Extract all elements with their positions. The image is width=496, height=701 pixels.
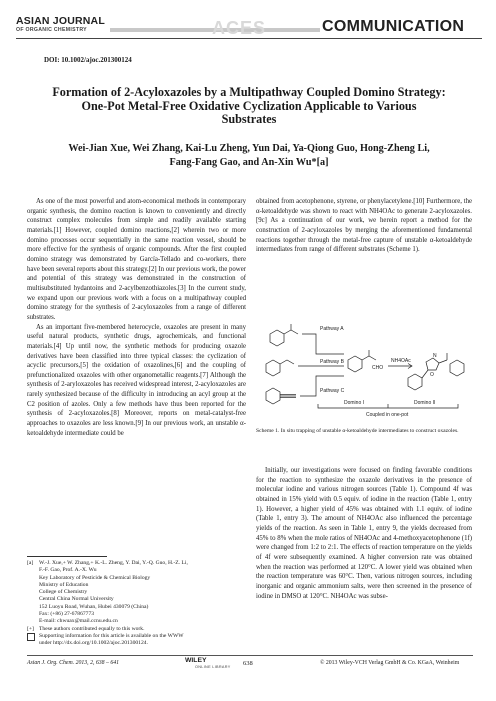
affiliation-line: Central China Normal University [39, 596, 114, 603]
scheme-caption: Scheme 1. In situ trapping of unstable α-ketoaldehyde intermediates to construct oxazoles. [256, 428, 459, 434]
section-label: COMMUNICATION [322, 18, 465, 35]
scheme-atom-n: N [433, 353, 437, 359]
body-right-column-top [256, 197, 472, 255]
wiley-logo-subtitle: ONLINE LIBRARY [195, 665, 231, 669]
supporting-info-footnote [27, 633, 247, 648]
wiley-logo: WILEY [185, 657, 207, 664]
scheme-label-domino-1: Domino I [344, 400, 365, 406]
supporting-info-line[interactable]: under http://dx.doi.org/10.1002/ajoc.201300124. [39, 640, 148, 647]
page-number: 638 [243, 660, 253, 667]
body-paragraph: As one of the most powerful and atom-economical methods in contemporary organic synthesis, the domino reaction is known to conveniently and directly construct complex molecules from simple and readily available starting materials.[1] However, coupled domino reactions,[2] wherein two or more domino processes occur sequentially in the same reaction vessel, should be more effective for the synthesis of organic compounds. After the first coupled domino strategy was demonstrated by García-Tellado and co-workers, there have been several reports about this strategy.[2] In our previous work, the power and potential of this strategy was demonstrated in the construction of multisubstituted hydantoins and 2-acylbenzothiazoles.[3] In the current study, we expand upon our previous work with a focus on a multipathway coupled domino strategy for the synthesis of 2-acyloxazoles from a range of different substrates. [27, 198, 246, 321]
title-line: Formation of 2-Acyloxazoles by a Multipathway Coupled Domino Strategy: [52, 85, 446, 99]
footnote-rule [27, 556, 107, 557]
affiliation-line: Ministry of Education [39, 581, 89, 588]
body-paragraph: obtained from acetophenone, styrene, or phenylacetylene.[10] Furthermore, the α-ketoaldehyde was shown to react with NH4OAc to generate 2-acyloxazoles.[9c] As a continuation of our work, we herein report a method for the construction of 2-acyloxazoles by merging the aforementioned fundamental reactions together through the metal-free capture of unstable α-ketoaldehyde intermediates from range of different substrates (Scheme 1). [256, 198, 472, 254]
footnote-key: [+] [27, 625, 34, 632]
scheme-label-domino-2: Domino II [414, 400, 436, 406]
copyright: © 2013 Wiley-VCH Verlag GmbH & Co. KGaA, Weinheim [320, 660, 460, 666]
benzene-ring [266, 388, 280, 404]
benzene-ring [270, 330, 284, 346]
title-line: One-Pot Metal-Free Oxidative Cyclization Applicable to Various [81, 98, 417, 113]
affiliation-footnote [27, 560, 247, 626]
scheme-label-pathway-c: Pathway C [320, 388, 345, 394]
journal-name: ASIAN JOURNAL [16, 15, 105, 27]
journal-citation: Asian J. Org. Chem. 2013, 2, 638 – 641 [27, 660, 120, 666]
author-line: Fang-Fang Gao, and An-Xin Wu*[a] [169, 156, 329, 168]
author-line: Wei-Jian Xue, Wei Zhang, Kai-Lu Zheng, Yun Dai, Ya-Qiong Guo, Hong-Zheng Li, [68, 143, 430, 154]
affiliation-line: 152 Luoyu Road, Wuhan, Hubei 430079 (China) [39, 603, 149, 610]
body-left-column [27, 197, 246, 438]
scheme-label-cho: CHO [372, 365, 384, 371]
supporting-info-line: Supporting information for this article is available on the WWW [39, 632, 184, 639]
header-rule [16, 38, 482, 39]
footer-rule [27, 655, 473, 656]
body-paragraph: Initially, our investigations were focused on finding favorable conditions for the reaction to synthesize the oxazole derivatives in the presence of molecular iodine and various nitrogen sources (Table 1). Compound 4f was obtained in 15% yield with 0.5 equiv. of iodine in the reaction (Table 1, entry 1). However, a higher yield of 45% was obtained with 1.1 equiv. of iodine (Table 1, entry 3). The amount of NH4OAc also influenced the percentage yields of the reaction. As seen in Table 1, entry 9, the yields decreased from 45% to 8% when the mole ratios of NH4OAc and 4-methoxyacetophenone (1f) were changed from 1:2 to 2:1. The effects of reaction temperature on the yields of 4f were subsequently examined. A higher conversion rate was obtained when the reaction was performed at 120°C. A lower yield was obtained when the reaction temperature was 60°C. Then, various nitrogen sources, including inorganic and organic ammonium salts, were then screened in the presence of iodine in DMSO at 120°C. NH4OAc was subse- [256, 467, 472, 600]
affiliation-line: Key Laboratory of Pesticide & Chemical Biology [39, 574, 151, 581]
doi: DOI: 10.1002/ajoc.201300124 [44, 56, 132, 64]
journal-subtitle: OF ORGANIC CHEMISTRY [16, 27, 87, 33]
affiliation-line: E-mail: chwuax@mail.ccnu.edu.cn [39, 618, 118, 625]
benzene-ring [408, 374, 422, 390]
benzene-ring [266, 360, 280, 376]
scheme-atom-o: O [430, 372, 434, 378]
body-right-column-bottom [256, 466, 472, 601]
scheme-label-coupled: Coupled in one-pot [366, 412, 409, 418]
aces-logo: ACES [212, 18, 267, 38]
affiliation-line: Fax: (+86) 27-67867773 [39, 611, 95, 618]
benzene-ring [348, 356, 362, 372]
article-title [30, 86, 468, 127]
supporting-info-icon [27, 633, 35, 641]
oxazole-ring [426, 358, 439, 370]
affiliation-line: College of Chemistry [39, 589, 88, 596]
footnotes [27, 560, 247, 648]
title-line: Substrates [221, 112, 277, 126]
footnote-key: [a] [27, 560, 34, 566]
body-paragraph: As an important five-membered heterocycle, oxazoles are present in many useful natural products, synthetic drugs, agrochemicals, and functional materials.[4] Up until now, the synthetic methods for producing oxazole derivatives have been classified into three typical classes: the cyclization of acyclic precursors,[5] the oxidation of oxazolines,[6] and the coupling of prefunctionalized oxazoles with other organometallic reagents.[7] Although the synthesis of 2-aryloxazoles has received widespread interest, 2-acyloxazoles are rarely synthesized because of the difficulty in introducing an acyl group at the C2 position of azoles. Only a few methods have thus been reported for the synthesis of 2-acyloxazoles.[8] Moreover, reports on metal-catalyst-free approaches to oxazoles are less known.[9] In our previous work, an unstable α-ketoaldehyde intermediate could be [27, 323, 246, 437]
scheme-label-pathway-a: Pathway A [320, 326, 344, 332]
equal-contribution-footnote [27, 626, 247, 633]
affiliation-line: W.-J. Xue,+ W. Zhang,+ K.-L. Zheng, Y. Dai, Y.-Q. Guo, H.-Z. Li, [39, 560, 188, 566]
equal-contribution-text: These authors contributed equally to this work. [39, 625, 145, 632]
scheme-label-pathway-b: Pathway B [320, 359, 344, 365]
author-list [40, 142, 458, 169]
scheme-1-figure [258, 320, 470, 420]
affiliation-line: F.-F. Gao, Prof. A.-X. Wu [39, 567, 97, 574]
benzene-ring [450, 360, 464, 376]
scheme-label-reagent: NH4OAc [391, 358, 411, 364]
